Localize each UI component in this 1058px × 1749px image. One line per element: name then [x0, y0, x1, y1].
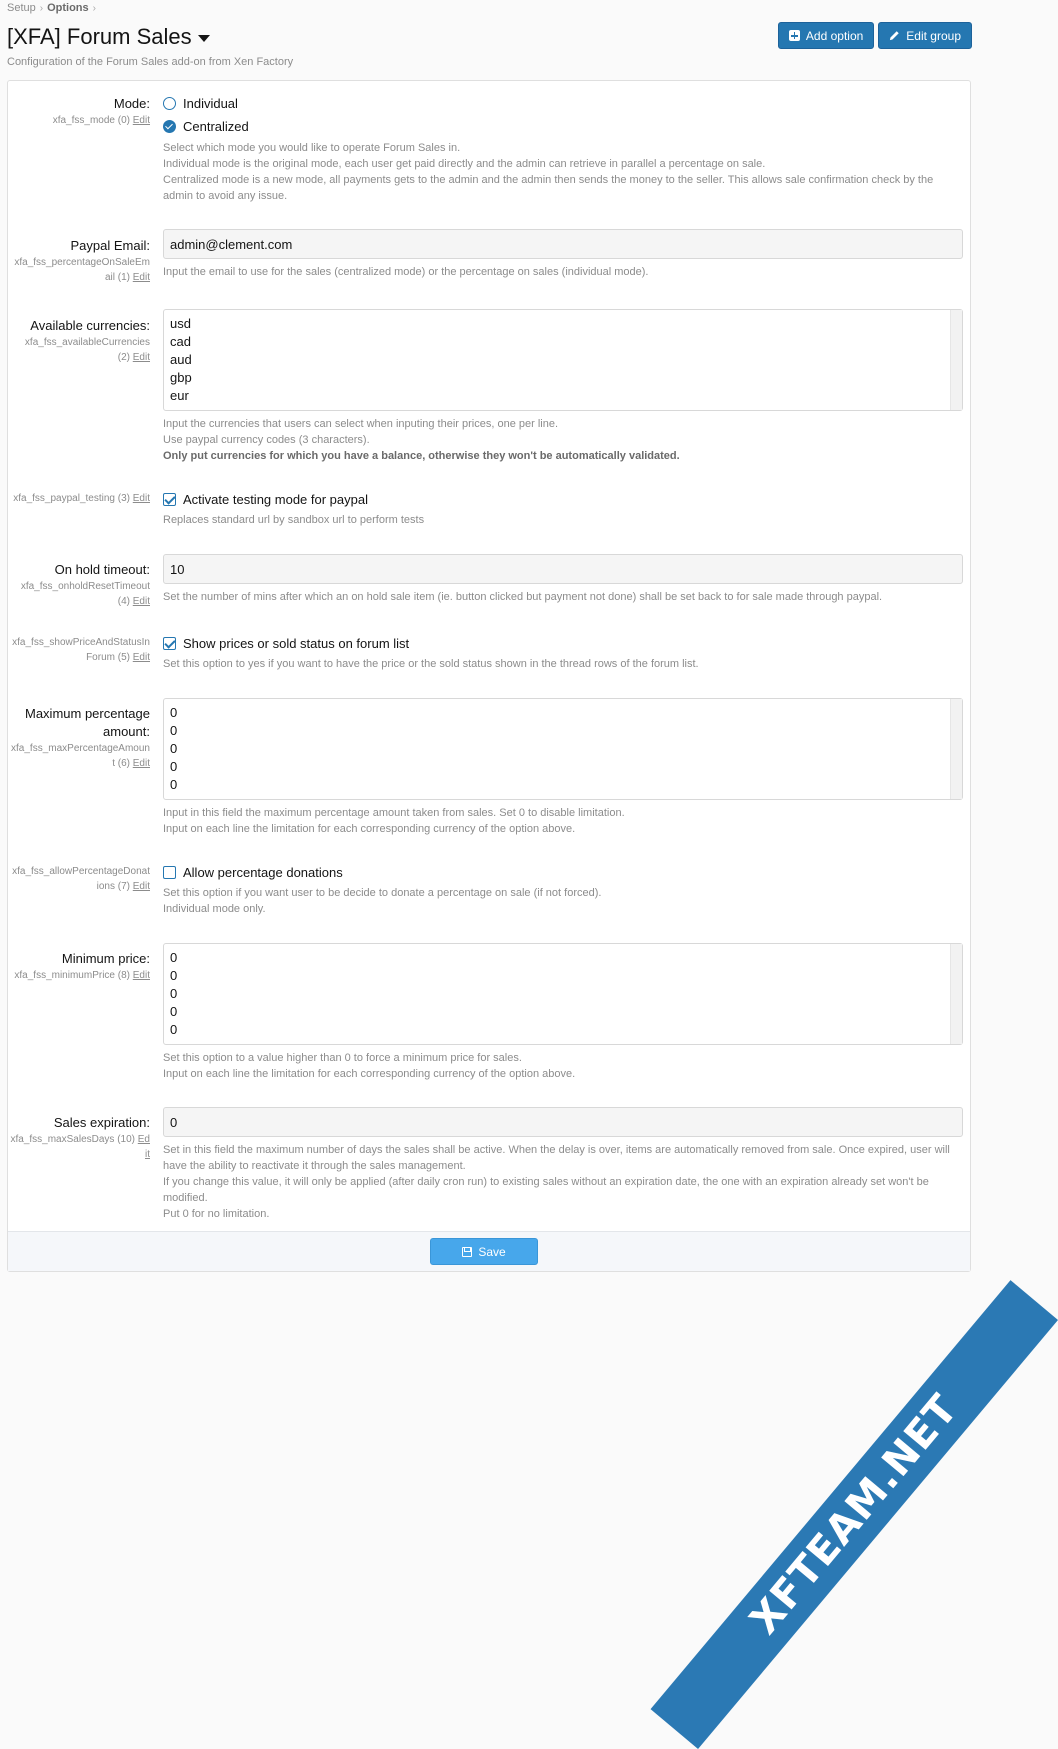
radio-label: Individual	[183, 95, 238, 111]
breadcrumb-separator: ›	[39, 2, 44, 14]
checkbox-label: Allow percentage donations	[183, 864, 343, 880]
option-hint: Input the currencies that users can select when inputing their prices, one per line. Use paypal currency codes (3 characters). Only put currencies for which you have a balance, otherwise they won't be automatically validated.	[163, 418, 680, 462]
option-hint: Set this option if you want user to be decide to donate a percentage on sale (if not forced). Individual mode only.	[163, 887, 602, 915]
option-hint: Select which mode you would like to operate Forum Sales in. Individual mode is the original mode, each user get paid directly and the admin can retrieve in parallel a percentage on sale. Centralized mode is a new mode, all payments gets to the admin and the admin then sends the money to the seller. This allows sale confirmation check by the admin to avoid any issue.	[163, 142, 934, 202]
radio-icon	[163, 97, 176, 110]
breadcrumb-options[interactable]: Options	[47, 2, 89, 14]
checkbox-testing-mode[interactable]	[163, 489, 963, 509]
option-key: xfa_fss_maxSalesDays (10)	[10, 1134, 135, 1145]
checkbox-label: Activate testing mode for paypal	[183, 491, 368, 507]
watermark-banner	[651, 1280, 1058, 1749]
edit-link[interactable]: Edit	[132, 115, 150, 126]
form-footer	[8, 1231, 970, 1271]
option-hint: Set this option to a value higher than 0 to force a minimum price for sales. Input on each line the limitation for each corresponding currency of the option above.	[163, 1052, 576, 1080]
edit-link[interactable]: Edit	[132, 352, 150, 363]
edit-link[interactable]: Edit	[132, 596, 150, 607]
option-key: xfa_fss_minimumPrice (8)	[14, 970, 130, 981]
checkbox-allow-donations[interactable]	[163, 862, 963, 882]
scrollbar[interactable]	[950, 699, 962, 799]
option-label: Maximum percentage amount:	[25, 706, 150, 739]
caret-down-icon[interactable]	[198, 35, 210, 42]
option-hint: Input in this field the maximum percentage amount taken from sales. Set 0 to disable limitation. Input on each line the limitation for each corresponding currency of the option above.	[163, 807, 625, 835]
checkbox-checked-icon	[163, 637, 176, 650]
option-hint: Replaces standard url by sandbox url to perform tests	[163, 514, 425, 526]
save-label: Save	[478, 1244, 506, 1259]
max-percentage-textarea[interactable]: 0 0 0 0 0	[163, 698, 963, 800]
checkbox-icon	[163, 866, 176, 879]
option-key: xfa_fss_mode (0)	[52, 115, 130, 126]
option-key: xfa_fss_maxPercentageAmount (6)	[11, 743, 150, 769]
options-panel	[7, 80, 971, 1272]
option-key: xfa_fss_onholdResetTimeout (4)	[20, 581, 150, 607]
option-label: Paypal Email:	[70, 238, 150, 253]
option-hint: Input the email to use for the sales (centralized mode) or the percentage on sales (individual mode).	[163, 266, 649, 278]
radio-centralized[interactable]	[163, 116, 963, 136]
edit-link[interactable]: Edit	[132, 652, 150, 663]
option-key: xfa_fss_paypal_testing (3)	[13, 493, 130, 504]
checkbox-show-prices[interactable]	[163, 633, 963, 653]
edit-link[interactable]: Edit	[132, 881, 150, 892]
option-label: On hold timeout:	[54, 562, 150, 577]
save-icon	[462, 1247, 472, 1257]
radio-checked-icon	[163, 120, 176, 133]
option-hint: Set this option to yes if you want to have the price or the sold status shown in the thread rows of the forum list.	[163, 658, 699, 670]
scrollbar[interactable]	[950, 310, 962, 410]
page-title-row[interactable]	[7, 22, 210, 52]
option-label: Sales expiration:	[53, 1115, 150, 1130]
add-option-label: Add option	[805, 28, 864, 43]
save-button[interactable]	[430, 1238, 538, 1265]
edit-group-button[interactable]	[878, 22, 972, 49]
edit-link[interactable]: Edit	[132, 758, 150, 769]
option-label: Available currencies:	[30, 318, 150, 333]
pencil-icon	[889, 30, 900, 41]
edit-link[interactable]: Edit	[132, 272, 150, 283]
page-title: [XFA] Forum Sales	[7, 24, 192, 49]
option-hint: Set in this field the maximum number of days the sales shall be active. When the delay is over, items are automatically removed from sale. Once expired, user will have the ability to reactivate it through the sales management. If you change this value, it will only be applied (after daily cron run) to existing sales without an expiration date, the one with an expiration already set won't be modified. Put 0 for no limitation.	[163, 1144, 950, 1220]
breadcrumb-setup[interactable]: Setup	[7, 2, 36, 14]
paypal-email-input[interactable]: admin@clement.com	[163, 229, 963, 259]
option-label: Mode:	[113, 96, 150, 111]
edit-link[interactable]: Edit	[137, 1134, 150, 1160]
edit-link[interactable]: Edit	[132, 970, 150, 981]
checkbox-checked-icon	[163, 493, 176, 506]
sales-expiration-input[interactable]: 0	[163, 1107, 963, 1137]
min-price-textarea[interactable]: 0 0 0 0 0	[163, 943, 963, 1045]
currencies-textarea[interactable]: usd cad aud gbp eur	[163, 309, 963, 411]
edit-group-label: Edit group	[906, 28, 961, 43]
scrollbar[interactable]	[950, 944, 962, 1044]
checkbox-label: Show prices or sold status on forum list	[183, 635, 410, 651]
watermark-text: XFTEAM.NET	[741, 1386, 968, 1644]
radio-label: Centralized	[183, 118, 249, 134]
radio-individual[interactable]	[163, 93, 963, 113]
header-actions	[778, 22, 972, 49]
option-key: xfa_fss_showPriceAndStatusInForum (5)	[12, 637, 150, 663]
onhold-timeout-input[interactable]: 10	[163, 554, 963, 584]
page-description: Configuration of the Forum Sales add-on from Xen Factory	[7, 56, 294, 68]
plus-square-icon	[789, 30, 800, 41]
option-key: xfa_fss_allowPercentageDonations (7)	[12, 866, 150, 892]
edit-link[interactable]: Edit	[132, 493, 150, 504]
breadcrumb-separator: ›	[92, 2, 96, 14]
option-hint: Set the number of mins after which an on hold sale item (ie. button clicked but payment not done) shall be set back to for sale made through paypal.	[163, 591, 883, 603]
add-option-button[interactable]	[778, 22, 874, 49]
option-key: xfa_fss_percentageOnSaleEmail (1)	[14, 257, 150, 283]
option-key: xfa_fss_availableCurrencies (2)	[24, 337, 150, 363]
option-label: Minimum price:	[61, 951, 150, 966]
breadcrumb	[7, 0, 96, 16]
